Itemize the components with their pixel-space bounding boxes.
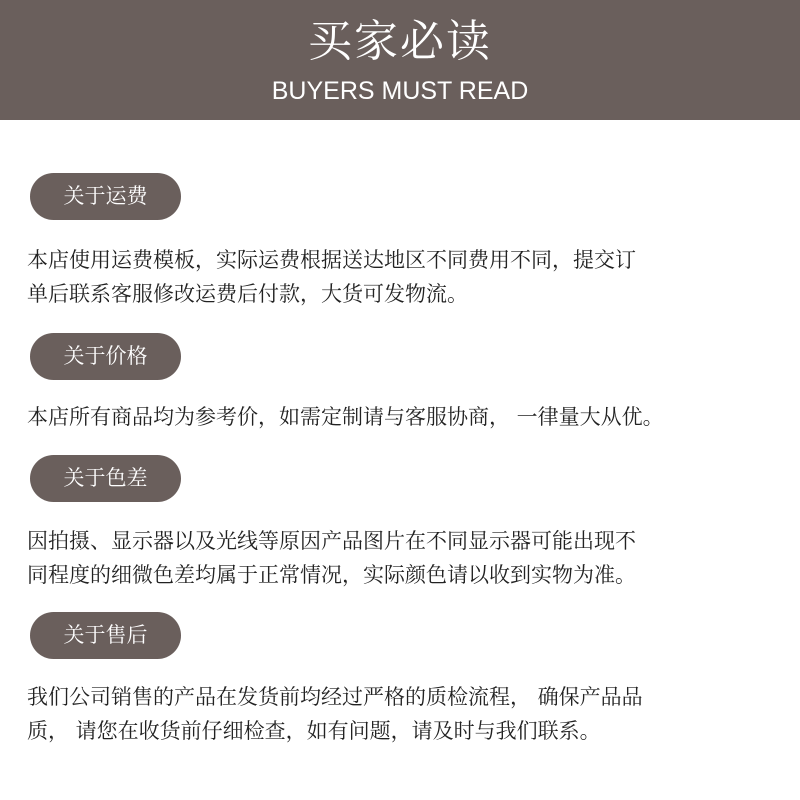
text-line: 单后联系客服修改运费后付款，大货可发物流。 xyxy=(27,282,468,306)
text-line: 本店所有商品均为参考价，如需定制请与客服协商， 一律量大从优。 xyxy=(27,405,664,429)
section-text-color xyxy=(27,524,777,592)
text-line: 本店使用运费模板，实际运费根据送达地区不同费用不同，提交订 xyxy=(27,248,636,272)
page-title: 买家必读 xyxy=(308,16,492,67)
text-line: 质， 请您在收货前仔细检查，如有问题，请及时与我们联系。 xyxy=(27,719,601,743)
section-text-price xyxy=(27,400,777,434)
page-subtitle: BUYERS MUST READ xyxy=(271,77,529,105)
section-text-aftersales xyxy=(27,680,777,748)
text-line: 因拍摄、显示器以及光线等原因产品图片在不同显示器可能出现不 xyxy=(27,529,636,553)
section-label-color: 关于色差 xyxy=(30,455,181,502)
text-line: 我们公司销售的产品在发货前均经过严格的质检流程， 确保产品品 xyxy=(27,685,643,709)
header-banner xyxy=(0,0,800,120)
section-label-shipping: 关于运费 xyxy=(30,173,181,220)
text-line: 同程度的细微色差均属于正常情况，实际颜色请以收到实物为准。 xyxy=(27,563,636,587)
section-text-shipping xyxy=(27,243,777,311)
section-label-aftersales: 关于售后 xyxy=(30,612,181,659)
section-label-price: 关于价格 xyxy=(30,333,181,380)
